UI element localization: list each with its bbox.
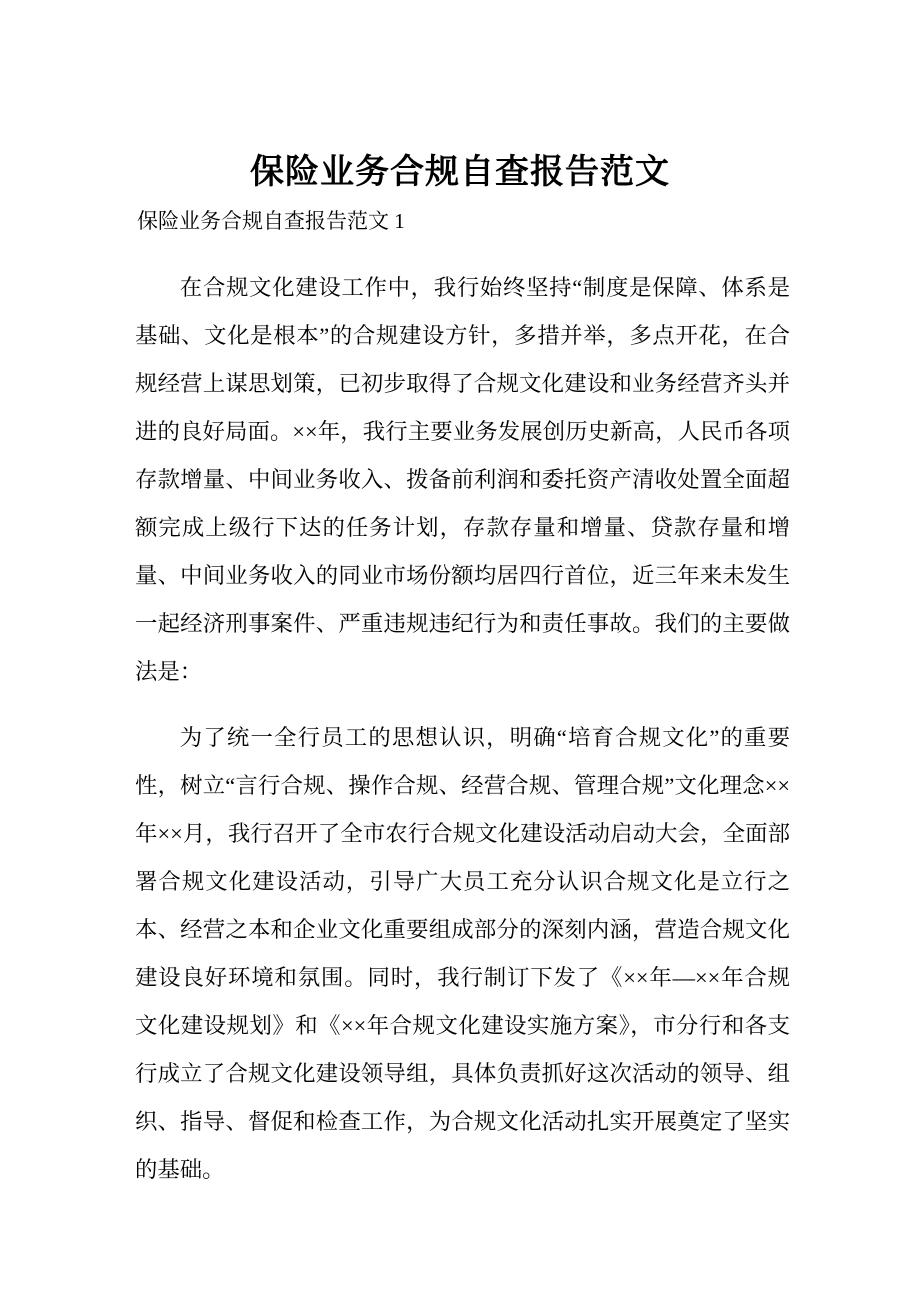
paragraph: 为了统一全行员工的思想认识，明确“培育合规文化”的重要性，树立“言行合规、操作合规、经营合规、管理合规”文化理念××年××月，我行召开了全市农行合规文化建设活动启动大会，全面部署合规文化建设活动，引导广大员工充分认识合规文化是立行之本、经营之本和企业文化重要组成部分的深刻内涵，营造合规文化建设良好环境和氛围。同时，我行制订下发了《××年—××年合规文化建设规划》和《××年合规文化建设实施方案》，市分行和各支行成立了合规文化建设领导组，具体负责抓好这次活动的领导、组织、指导、督促和检查工作，为合规文化活动扎实开展奠定了坚实的基础。 <box>135 725 790 1182</box>
document-title: 保险业务合规自查报告范文 <box>250 154 670 191</box>
document-subtitle: 保险业务合规自查报告范文 1 <box>137 209 405 233</box>
paragraph: 在合规文化建设工作中，我行始终坚持“制度是保障、体系是基础、文化是根本”的合规建设方针，多措并举，多点开花，在合规经营上谋思划策，已初步取得了合规文化建设和业务经营齐头并进的良好局面。××年，我行主要业务发展创历史新高，人民币各项存款增量、中间业务收入、拨备前利润和委托资产清收处置全面超额完成上级行下达的任务计划，存款存量和增量、贷款存量和增量、中间业务收入的同业市场份额均居四行首位，近三年来未发生一起经济刑事案件、严重违规违纪行为和责任事故。我们的主要做法是： <box>135 275 790 684</box>
document-body <box>135 264 790 1194</box>
